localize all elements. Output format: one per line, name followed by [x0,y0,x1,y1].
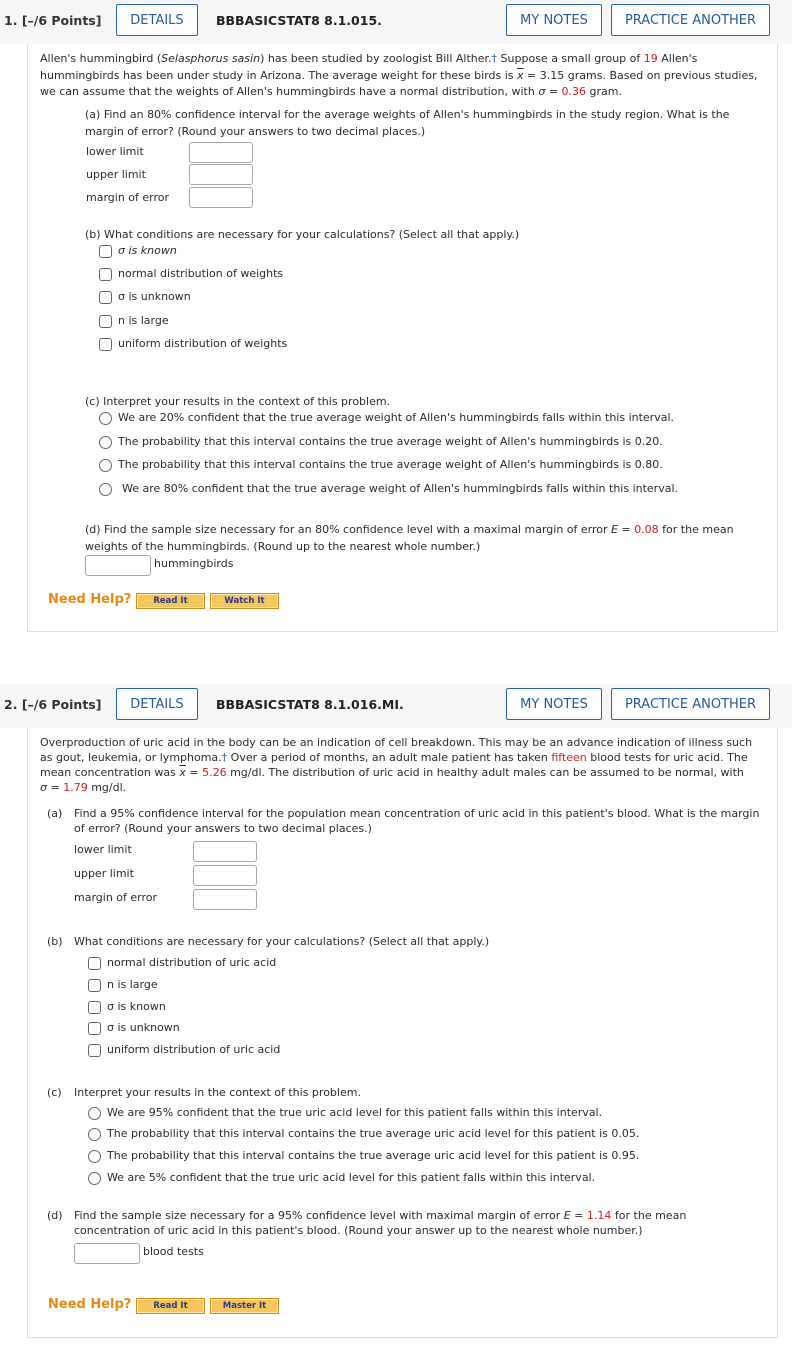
q1-need-help-label: Need Help? [48,592,132,607]
q2b-option-5: uniform distribution of uric acid [107,1043,281,1056]
q2-read-it-button[interactable]: Read It [136,1298,205,1314]
q2-intro-line4: σ = 1.79 mg/dl. [40,781,127,794]
q1a-moe-label: margin of error [86,191,170,204]
q1-intro-line3: we can assume that the weights of Allen's hummingbirds have a normal distribution, with σ = 0.36 gram. [40,85,623,98]
q2b-option-4: σ is unknown [107,1021,180,1034]
q1b-prompt: (b) What conditions are necessary for your calculations? (Select all that apply.) [85,228,520,241]
q1-footnote-link[interactable]: † [491,52,498,65]
q2-need-help-label: Need Help? [48,1297,132,1312]
q1-my-notes-button[interactable]: MY NOTES [506,4,602,36]
q2a-lower-input[interactable] [193,841,257,862]
q1d-unit-label: hummingbirds [154,557,234,570]
q2b-option-3: σ is known [107,1000,166,1013]
q1a-prompt-line2: margin of error? (Round your answers to two decimal places.) [85,125,426,138]
q1a-lower-label: lower limit [86,145,144,158]
q1c-radio-4[interactable] [99,483,112,496]
q1c-radio-2[interactable] [99,436,112,449]
q1d-prompt-line1: (d) Find the sample size necessary for an 80% confidence level with a maximal margin of error E = 0.08 for the mean [85,523,734,536]
q1d-prompt-line2: weights of the hummingbirds. (Round up to the nearest whole number.) [85,540,481,553]
q1b-option-5: uniform distribution of weights [118,337,288,350]
q1a-prompt-line1: (a) Find an 80% confidence interval for the average weights of Allen's hummingbirds in the study region. What is the [85,108,730,121]
q1b-option-1: σ is known [118,244,177,257]
q1-details-button[interactable]: DETAILS [116,4,198,36]
q1-intro-line1: Allen's hummingbird (Selasphorus sasin) has been studied by zoologist Bill Alther.† Suppose a small group of 19 Allen's [40,52,698,65]
q2-footnote-link[interactable]: † [221,751,228,764]
q2-details-button[interactable]: DETAILS [116,688,198,720]
q2b-checkbox-4[interactable] [88,1022,101,1035]
q1-watch-it-button[interactable]: Watch It [210,593,279,609]
q2c-radio-3[interactable] [88,1150,101,1163]
q1b-checkbox-4[interactable] [99,315,112,328]
q2-intro-line3: mean concentration was $\overline{x} = 5.26$ mg/dl. The distribution of uric acid in healthy adult males can be assumed to be normal, with [40,766,744,779]
q1a-lower-input[interactable] [189,142,253,163]
q1c-option-3: The probability that this interval contains the true average weight of Allen's hummingbirds is 0.80. [118,458,663,471]
q2-my-notes-button[interactable]: MY NOTES [506,688,602,720]
q2b-checkbox-2[interactable] [88,979,101,992]
q1c-prompt: (c) Interpret your results in the context of this problem. [85,395,391,408]
q2a-label: (a) [47,807,63,820]
q1-practice-another-button[interactable]: PRACTICE ANOTHER [611,4,770,36]
q1a-upper-label: upper limit [86,168,146,181]
q2c-prompt: Interpret your results in the context of this problem. [74,1086,361,1099]
q2d-sample-size-input[interactable] [74,1243,140,1264]
q1b-option-3: σ is unknown [118,290,191,303]
q2c-radio-2[interactable] [88,1128,101,1141]
q1-problem-id: BBBASICSTAT8 8.1.015. [216,13,382,28]
q1b-checkbox-2[interactable] [99,268,112,281]
q1b-option-4: n is large [118,314,169,327]
q2b-prompt: What conditions are necessary for your calculations? (Select all that apply.) [74,935,490,948]
q1b-checkbox-3[interactable] [99,291,112,304]
q1-number-points: 1. [–/6 Points] [4,13,102,28]
q1b-option-2: normal distribution of weights [118,267,284,280]
q2b-checkbox-5[interactable] [88,1044,101,1057]
q2c-radio-1[interactable] [88,1107,101,1120]
q2a-moe-input[interactable] [193,889,257,910]
q2-card [27,728,778,1338]
q2-problem-id: BBBASICSTAT8 8.1.016.MI. [216,697,404,712]
q2d-label: (d) [47,1209,63,1222]
q1b-checkbox-5[interactable] [99,338,112,351]
q2b-checkbox-3[interactable] [88,1001,101,1014]
q1-read-it-button[interactable]: Read It [136,593,205,609]
q1a-moe-input[interactable] [189,187,253,208]
q2c-label: (c) [47,1086,62,1099]
q2b-option-1: normal distribution of uric acid [107,956,277,969]
q2b-label: (b) [47,935,63,948]
q2c-option-1: We are 95% confident that the true uric acid level for this patient falls within this interval. [107,1106,603,1119]
q1c-option-1: We are 20% confident that the true average weight of Allen's hummingbirds falls within this interval. [118,411,675,424]
q2-master-it-button[interactable]: Master It [210,1298,279,1314]
q1b-checkbox-1[interactable] [99,245,112,258]
q2-practice-another-button[interactable]: PRACTICE ANOTHER [611,688,770,720]
q2d-prompt-line1: Find the sample size necessary for a 95% confidence level with maximal margin of error E = 1.14 for the mean [74,1209,687,1222]
q2-intro-line2: as gout, leukemia, or lymphoma.† Over a period of months, an adult male patient has taken fifteen blood tests for uric acid. The [40,751,748,764]
q2c-option-2: The probability that this interval contains the true average uric acid level for this patient is 0.05. [107,1127,640,1140]
q2-number-points: 2. [–/6 Points] [4,697,102,712]
q2a-moe-label: margin of error [74,891,158,904]
q2a-upper-label: upper limit [74,867,134,880]
q1-card [27,44,778,632]
q2c-option-4: We are 5% confident that the true uric acid level for this patient falls within this interval. [107,1171,596,1184]
q1a-upper-input[interactable] [189,164,253,185]
q2a-lower-label: lower limit [74,843,132,856]
q2-header [0,684,792,728]
q2d-prompt-line2: concentration of uric acid in this patient's blood. (Round your answer up to the nearest whole number.) [74,1224,643,1237]
q2d-unit-label: blood tests [143,1245,204,1258]
q2a-prompt-line2: of error? (Round your answers to two decimal places.) [74,822,372,835]
q2c-radio-4[interactable] [88,1172,101,1185]
q2a-prompt-line1: Find a 95% confidence interval for the population mean concentration of uric acid in this patient's blood. What is the margin [74,807,760,820]
q1-intro-line2: hummingbirds has been under study in Arizona. The average weight for these birds is $\overline{x} = 3.15$ grams. Based on previous studies, [40,69,758,82]
q1d-sample-size-input[interactable] [85,555,151,576]
q1c-radio-3[interactable] [99,459,112,472]
q2c-option-3: The probability that this interval contains the true average uric acid level for this patient is 0.95. [107,1149,640,1162]
q1-header [0,0,792,44]
q2b-option-2: n is large [107,978,158,991]
q1c-radio-1[interactable] [99,412,112,425]
q2-intro-line1: Overproduction of uric acid in the body can be an indication of cell breakdown. This may be an advance indication of illness such [40,736,753,749]
q1c-option-2: The probability that this interval contains the true average weight of Allen's hummingbirds is 0.20. [118,435,663,448]
q2a-upper-input[interactable] [193,865,257,886]
q1c-option-4: We are 80% confident that the true average weight of Allen's hummingbirds falls within this interval. [122,482,679,495]
q2b-checkbox-1[interactable] [88,957,101,970]
